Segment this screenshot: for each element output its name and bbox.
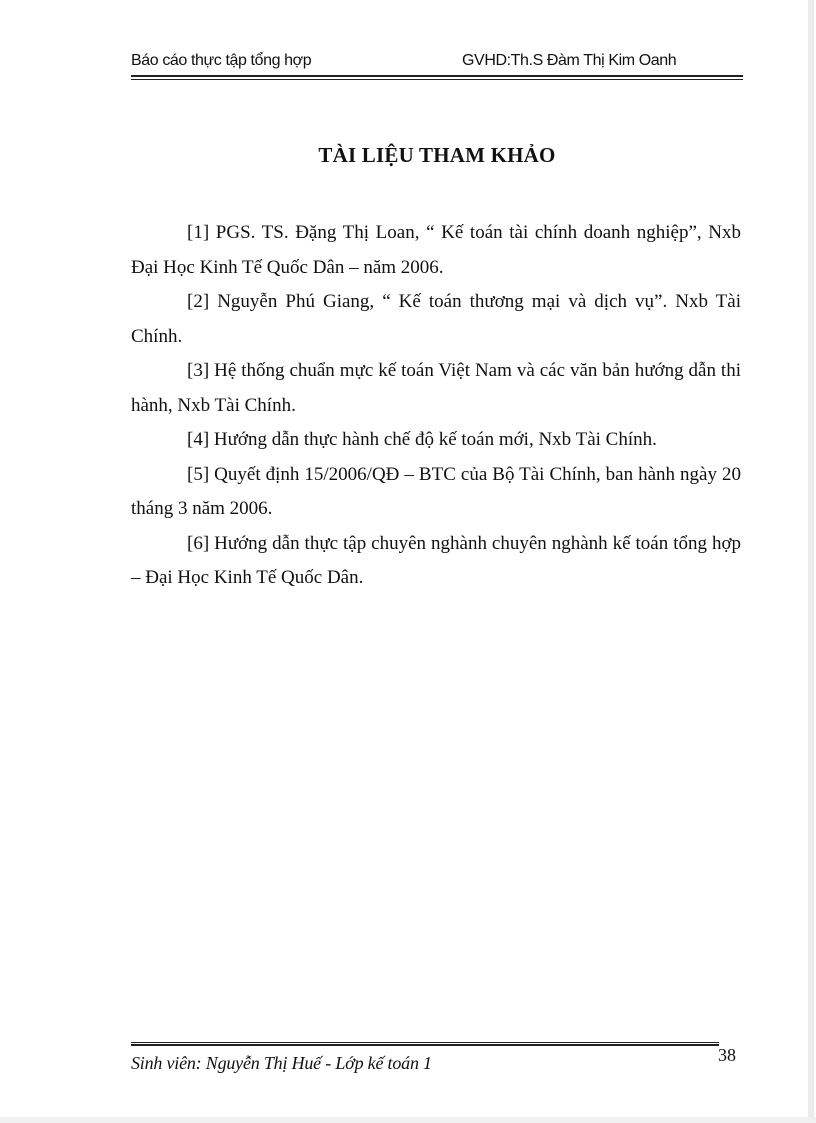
reference-list <box>131 216 741 596</box>
reference-item-4: [4] Hướng dẫn thực hành chế độ kế toán mới, Nxb Tài Chính. <box>187 429 657 450</box>
header-supervisor: GVHD:Th.S Đàm Thị Kim Oanh <box>462 52 677 69</box>
page-edge-right <box>808 0 814 1123</box>
reference-item-2: [2] Nguyễn Phú Giang, “ Kế toán thương mại và dịch vụ”. Nxb Tài Chính. <box>131 291 741 347</box>
header-report-title: Báo cáo thực tập tổng hợp <box>131 52 312 69</box>
footer-rule-thin <box>131 1042 719 1043</box>
footer-rule-thick <box>131 1044 719 1046</box>
header-rule-thick <box>131 75 743 77</box>
page-header <box>131 52 743 74</box>
page-number: 38 <box>718 1045 736 1065</box>
page-edge-bottom <box>0 1117 816 1123</box>
page-title: TÀI LIỆU THAM KHẢO <box>318 143 556 167</box>
footer-student-info: Sinh viên: Nguyễn Thị Huế - Lớp kế toán 1 <box>131 1053 432 1073</box>
reference-item-3: [3] Hệ thống chuẩn mực kế toán Việt Nam và các văn bản hướng dẫn thi hành, Nxb Tài Chính. <box>131 360 741 416</box>
reference-item-1: [1] PGS. TS. Đặng Thị Loan, “ Kế toán tài chính doanh nghiệp”, Nxb Đại Học Kinh Tế Quốc Dân – năm 2006. <box>131 222 741 278</box>
header-rule-thin <box>131 79 743 80</box>
reference-item-6: [6] Hướng dẫn thực tập chuyên nghành chuyên nghành kế toán tổng hợp – Đại Học Kinh Tế Quốc Dân. <box>131 532 741 588</box>
reference-item-5: [5] Quyết định 15/2006/QĐ – BTC của Bộ Tài Chính, ban hành ngày 20 tháng 3 năm 2006. <box>131 463 741 519</box>
